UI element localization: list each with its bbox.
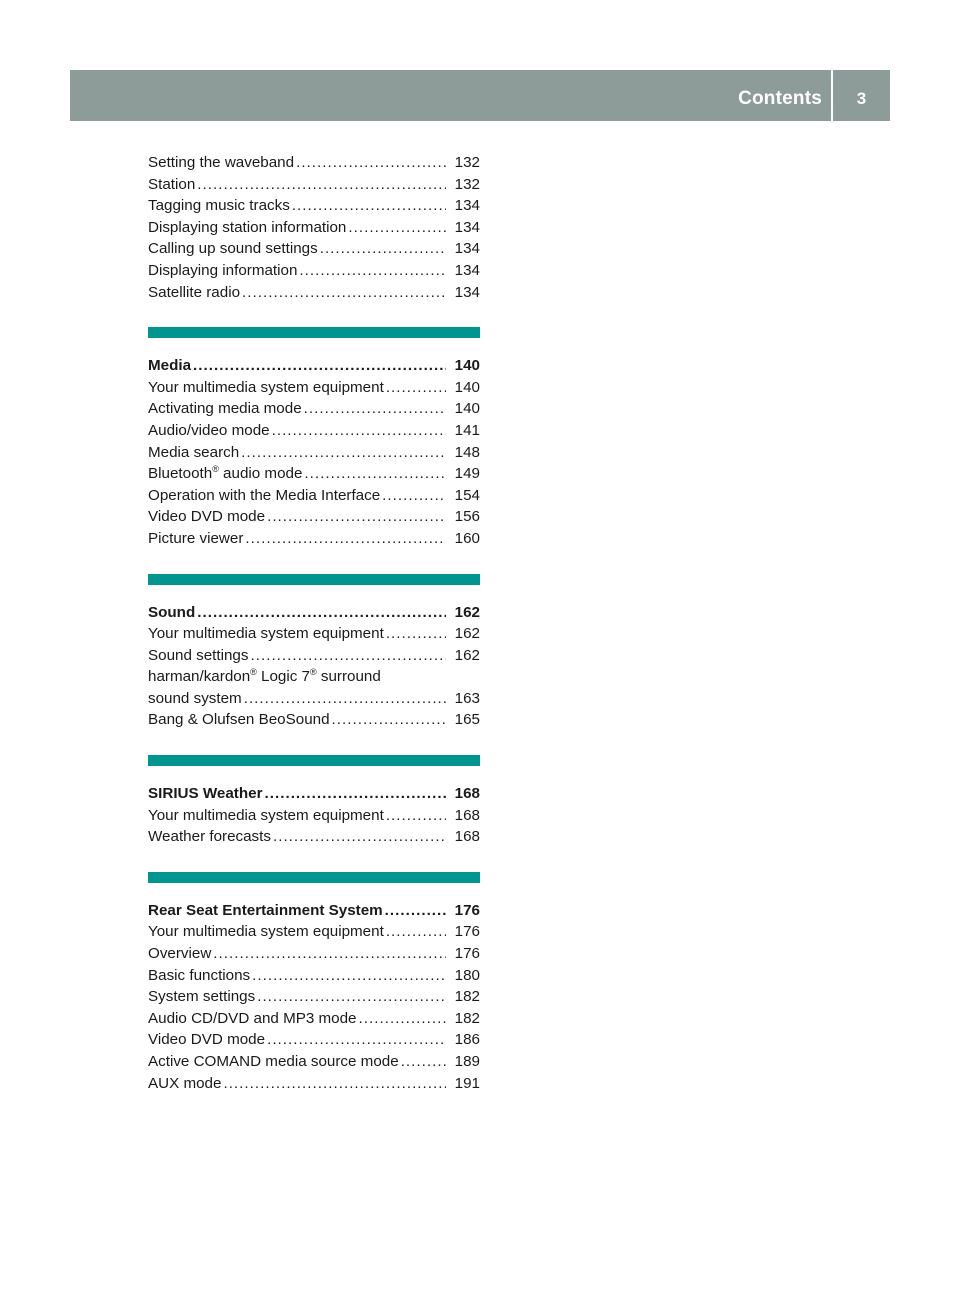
toc-entry-label-text: Video DVD mode: [148, 1031, 266, 1049]
toc-entry-label: [148, 442, 239, 464]
toc-leader-dots: [290, 195, 446, 217]
toc-leader-dots: [265, 506, 446, 528]
toc-entry-label: [148, 1051, 399, 1073]
toc-entry-page: 180: [454, 966, 480, 984]
toc-entry-label-text: Audio CD/DVD and MP3 mode: [148, 1009, 357, 1027]
toc-entry-label-text: Your multimedia system equipment: [148, 806, 384, 824]
toc-entry-page: 140: [454, 378, 480, 396]
toc-leader-dots: [211, 943, 446, 965]
toc-leader-dots: [384, 921, 446, 943]
toc-entry-label: [148, 398, 302, 420]
toc-section: [148, 755, 480, 848]
toc-leader-dots: [294, 152, 446, 174]
toc-entry-page: 168: [454, 806, 480, 824]
toc-entry[interactable]: [148, 238, 480, 260]
toc-entry-label-text: Audio/video mode: [148, 421, 270, 439]
toc-entry-label: [148, 1029, 265, 1051]
toc-leader-dots: [242, 688, 446, 710]
toc-entry-label: [148, 826, 271, 848]
toc-leader-dots: [191, 355, 446, 377]
toc-entry-label: [148, 1008, 357, 1030]
toc-entry-page: 176: [454, 923, 480, 941]
toc-entry-label-text: Operation with the Media Interface: [148, 486, 381, 504]
toc-entry[interactable]: [148, 282, 480, 304]
toc-entry-label: [148, 506, 265, 528]
toc-entry-label-text: Displaying station information: [148, 218, 347, 236]
toc-leader-dots: [255, 986, 446, 1008]
toc-entry-page: 134: [454, 283, 480, 301]
toc-entry[interactable]: [148, 943, 480, 965]
section-divider-bar: [148, 327, 480, 338]
toc-leader-dots: [270, 420, 446, 442]
toc-entry-label-text: Calling up sound settings: [148, 240, 318, 258]
toc-entry-label-text: Video DVD mode: [148, 508, 266, 526]
toc-entry-page: 140: [454, 400, 480, 418]
toc-entry-label-text: Active COMAND media source mode: [148, 1053, 399, 1070]
toc-entry-label: [148, 217, 346, 239]
toc-entry-line1[interactable]: [148, 666, 480, 688]
toc-entry-page: 154: [454, 486, 480, 504]
registered-mark: ®: [250, 667, 257, 678]
toc-section: [148, 327, 480, 549]
toc-heading-page: 140: [454, 357, 480, 375]
toc-leader-dots: [240, 282, 446, 304]
toc-entry-label-text: Overview: [148, 945, 212, 963]
toc-leader-dots: [248, 645, 446, 667]
toc-entry-page: 186: [454, 1031, 480, 1049]
toc-leader-dots: [271, 826, 446, 848]
toc-entry[interactable]: [148, 645, 480, 667]
toc-entry-page: 165: [454, 711, 480, 729]
toc-entry-label-text: Picture viewer: [148, 529, 244, 547]
toc-entry-label-text: Sound settings: [148, 646, 249, 664]
toc-heading-page: 168: [454, 785, 480, 803]
toc-leader-dots: [399, 1051, 446, 1073]
toc-leader-dots: [346, 217, 446, 239]
toc-entry[interactable]: [148, 195, 480, 217]
toc-entry-label-text: Basic functions: [148, 966, 251, 984]
header-title: Contents: [738, 88, 822, 109]
toc-entry-label: [148, 174, 195, 196]
toc-leader-dots: [221, 1073, 446, 1095]
toc-section: [148, 872, 480, 1094]
toc-entry[interactable]: [148, 1051, 480, 1073]
toc-entry[interactable]: [148, 463, 480, 485]
toc-entry[interactable]: [148, 1008, 480, 1030]
toc-entry-page: 168: [454, 828, 480, 846]
header-page-number: 3: [856, 89, 867, 108]
toc-heading-label: SIRIUS Weather: [148, 785, 263, 803]
toc-section: [148, 574, 480, 732]
toc-entry-label-text: Weather forecasts: [148, 828, 271, 846]
toc-entry-label-text: Bluetooth: [148, 465, 213, 483]
table-of-contents: [148, 152, 480, 1094]
toc-entry[interactable]: [148, 174, 480, 196]
toc-heading-label: Sound: [148, 603, 196, 621]
toc-entry-label: [148, 485, 380, 507]
toc-entry[interactable]: [148, 688, 480, 710]
toc-entry-page: 134: [454, 261, 480, 279]
toc-leader-dots: [263, 783, 447, 805]
toc-entry-label: [148, 152, 294, 174]
toc-entry[interactable]: [148, 1073, 480, 1095]
toc-entry-page: 182: [454, 988, 480, 1006]
toc-entry-label: [148, 986, 255, 1008]
toc-entry[interactable]: [148, 217, 480, 239]
toc-entry-label: [148, 965, 250, 987]
toc-entry-page: 182: [454, 1009, 480, 1027]
toc-entry[interactable]: [148, 152, 480, 174]
toc-entry-page: 160: [454, 529, 480, 547]
toc-leader-dots: [243, 528, 446, 550]
toc-entry-label: sound system: [148, 689, 242, 707]
toc-entry-label-text: System settings: [148, 988, 256, 1006]
toc-entry-label-text: Displaying information: [148, 261, 298, 279]
toc-heading-page: 176: [454, 901, 480, 919]
toc-entry[interactable]: [148, 1029, 480, 1051]
toc-entry-page: 176: [454, 945, 480, 963]
toc-entry[interactable]: [148, 965, 480, 987]
toc-heading-page: 162: [454, 603, 480, 621]
toc-entry-label-cont: audio mode: [218, 465, 303, 483]
toc-entry-label: [148, 260, 297, 282]
toc-leader-dots: [318, 238, 446, 260]
toc-leader-dots: [302, 398, 446, 420]
toc-entry[interactable]: [148, 623, 480, 645]
toc-entry-page: 134: [454, 197, 480, 215]
toc-leader-dots: [297, 260, 446, 282]
toc-leader-dots: [384, 377, 446, 399]
toc-leader-dots: [357, 1008, 446, 1030]
toc-entry-page: 134: [454, 240, 480, 258]
toc-entry[interactable]: [148, 442, 480, 464]
toc-leader-dots: [195, 174, 446, 196]
toc-leader-dots: [383, 900, 446, 922]
toc-entry-label-text: Station: [148, 175, 196, 193]
toc-leader-dots: [195, 602, 446, 624]
toc-section-heading[interactable]: [148, 355, 480, 377]
toc-entry-page: 148: [454, 443, 480, 461]
toc-leader-dots: [384, 805, 446, 827]
toc-entry[interactable]: [148, 709, 480, 731]
toc-entry[interactable]: [148, 826, 480, 848]
toc-entry-label-cont: surround: [316, 668, 381, 686]
toc-entry-label-text: Your multimedia system equipment: [148, 378, 384, 396]
toc-section: [148, 152, 480, 303]
toc-leader-dots: [380, 485, 446, 507]
registered-mark: ®: [212, 464, 219, 475]
toc-entry-label-text: Tagging music tracks: [148, 197, 290, 215]
toc-entry-label-text: Your multimedia system equipment: [148, 923, 384, 941]
toc-entry-label: [148, 195, 290, 217]
section-divider-bar: [148, 755, 480, 766]
toc-section-heading[interactable]: [148, 900, 480, 922]
toc-entry[interactable]: [148, 805, 480, 827]
toc-entry-page: 132: [454, 154, 480, 171]
toc-entry[interactable]: [148, 506, 480, 528]
toc-entry-page: 189: [454, 1053, 480, 1070]
toc-entry-label: [148, 645, 248, 667]
toc-entry-label: [148, 463, 302, 485]
toc-entry-label: [148, 943, 211, 965]
toc-entry[interactable]: [148, 398, 480, 420]
toc-entry-page: 191: [454, 1074, 480, 1092]
toc-entry-label-text: AUX mode: [148, 1074, 222, 1092]
toc-entry-page: 149: [454, 465, 480, 483]
toc-heading-label: Rear Seat Entertainment System: [148, 901, 383, 919]
toc-leader-dots: [265, 1029, 446, 1051]
toc-entry-label-text: Setting the waveband: [148, 154, 295, 171]
toc-entry-label-text: Activating media mode: [148, 400, 302, 418]
toc-section-heading[interactable]: [148, 783, 480, 805]
toc-leader-dots: [250, 965, 446, 987]
toc-entry-label: [148, 238, 318, 260]
toc-entry-label-text: Your multimedia system equipment: [148, 625, 384, 643]
toc-entry-page: 134: [454, 218, 480, 236]
toc-entry-label: [148, 921, 384, 943]
toc-entry-label-text: Media search: [148, 443, 240, 461]
toc-entry-page: 163: [454, 689, 480, 707]
toc-entry[interactable]: [148, 528, 480, 550]
toc-entry-label: [148, 1073, 221, 1095]
section-divider-bar: [148, 574, 480, 585]
toc-entry-label: [148, 420, 270, 442]
section-divider-bar: [148, 872, 480, 883]
toc-entry-page: 162: [454, 646, 480, 664]
toc-entry-label: harman/kardon: [148, 668, 251, 686]
toc-leader-dots: [330, 709, 446, 731]
toc-entry[interactable]: [148, 420, 480, 442]
toc-entry-page: 141: [454, 421, 480, 439]
toc-entry-label: [148, 377, 384, 399]
toc-entry[interactable]: [148, 377, 480, 399]
toc-entry-label: [148, 709, 330, 731]
toc-heading-label: Media: [148, 357, 192, 375]
toc-entry[interactable]: [148, 260, 480, 282]
toc-entry-label-text: Bang & Olufsen BeoSound: [148, 711, 330, 729]
toc-leader-dots: [384, 623, 446, 645]
toc-entry-label-cont: Logic 7: [256, 668, 310, 686]
toc-leader-dots: [302, 463, 446, 485]
toc-entry[interactable]: [148, 485, 480, 507]
toc-entry-label: [148, 528, 243, 550]
toc-entry[interactable]: [148, 921, 480, 943]
toc-leader-dots: [239, 442, 446, 464]
toc-section-heading[interactable]: [148, 602, 480, 624]
toc-entry[interactable]: [148, 986, 480, 1008]
page-header: [70, 70, 890, 121]
toc-entry-label-text: Satellite radio: [148, 283, 241, 301]
toc-entry-page: 162: [454, 625, 480, 643]
toc-entry-page: 156: [454, 508, 480, 526]
toc-entry-label: [148, 805, 384, 827]
toc-entry-label: [148, 282, 240, 304]
registered-mark: ®: [310, 667, 317, 678]
toc-entry-label: [148, 623, 384, 645]
toc-entry-page: 132: [454, 175, 480, 193]
